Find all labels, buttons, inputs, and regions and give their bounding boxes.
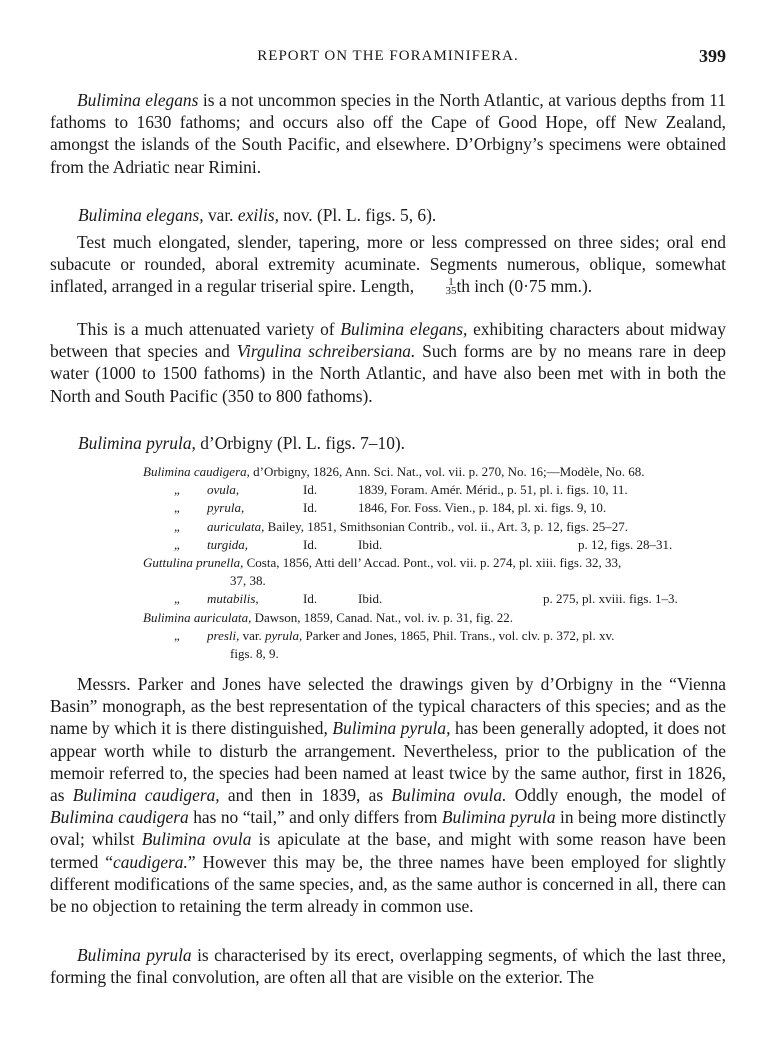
species-name: caudigera. [112,851,188,872]
text-run: has no “tail,” and only differs from [188,807,442,828]
species-name: Bulimina pyrula [77,945,192,965]
variety-name: exilis, [237,205,279,225]
species-name: presli, [207,627,240,643]
heading-rest: d’Orbigny (Pl. L. figs. 7–10). [195,433,406,453]
synonymy-entry [143,627,726,645]
text-run: Messrs. Parker and Jones have selected the drawings given by d’Orbigny in the “Vienna Basin” monograph, as the best representation of the typical characters of this species; and as the name by which it is there distinguished, [50,674,726,739]
species-name: Virgulina schreibersiana. [236,341,416,362]
paragraph-variety-notes [50,318,726,407]
species-name: Bulimina pyrula [441,807,556,828]
text-run: in being more distinctly oval; whilst [50,807,727,850]
variety-name: pyrula, [265,627,303,643]
species-name: Guttulina prunella, [143,554,244,570]
reference: Parker and Jones, 1865, Phil. Trans., vol. clv. p. 372, pl. xv. [302,627,615,643]
ditto-mark: „ [174,482,180,498]
synonymy-continuation [143,572,726,590]
reference: Dawson, 1859, Canad. Nat., vol. iv. p. 31, fig. 22. [251,609,514,625]
heading-rest: nov. (Pl. L. figs. 5, 6). [278,205,437,225]
author-id: Id. [303,500,318,516]
text-run: ” However this may be, the three names have been employed for slightly different modifications of the same species, and, as the same author is concerned in all, there can be no objection to retaining the term already in common use. [50,851,726,917]
species-name: Bulimina ovula [141,829,252,850]
heading-elegans-exilis [78,205,436,226]
reference: 1839, Foram. Amér. Mérid., p. 51, pl. i. figs. 10, 11. [358,482,628,498]
reference: d’Orbigny, 1826, Ann. Sci. Nat., vol. vii. p. 270, No. 16;—Modèle, No. 68. [249,464,645,479]
paragraph-nomenclature [50,673,726,917]
paragraph-text: is a not uncommon species in the North Atlantic, at various depths from 11 fathoms to 1630 fathoms; and occurs also off the Cape of Good Hope, off New Zealand, amongst the islands of the South Pacific, and elsewhere. D’Orbigny’s specimens were obtained from the Adriatic near Rimini. [50,90,727,177]
text-run: and then in 1839, as [219,785,392,806]
variety-label: var. [239,627,266,643]
species-name: mutabilis, [207,591,259,607]
synonymy-entry [143,518,726,536]
synonymy-entry [143,463,726,481]
text-run: has been generally adopted, it does not appear worth while to disturb the arrangement. Nevertheless, prior to the publication of the memoir referred to, the species had been named at least twice by the same author, first in 1826, as [50,718,726,806]
synonymy-entry [143,536,726,554]
reference: Costa, 1856, Atti dell’ Accad. Pont., vol. vii. p. 274, pl. xiii. figs. 32, 33, [243,554,622,570]
variety-label: var. [203,205,238,225]
text-run: is apiculate at the base, and might with some reason have been termed “ [50,829,726,872]
paragraph-characters [50,944,726,988]
page-number: 399 [699,46,726,66]
fraction-denominator: 35 [445,285,457,298]
species-name: pyrula, [207,500,245,516]
species-name: Bulimina elegans, [340,319,468,339]
paragraph-description [50,231,726,298]
fraction-numerator: 1 [448,276,454,289]
author-id: Id. [303,482,318,498]
paragraph-text: Test much elongated, slender, tapering, more or less compressed on three sides; oral end subacute or rounded, aboral extremity acuminate. Segments numerous, oblique, somewhat inflated, arranged in a regular triserial spire. Length, [50,232,726,297]
text-run: Oddly enough, the model of [506,785,726,806]
synonymy-entry [143,609,726,627]
reference: 1846, For. Foss. Vien., p. 184, pl. xi. figs. 9, 10. [358,500,607,516]
ditto-mark: „ [174,500,180,516]
ditto-mark: „ [174,518,180,534]
synonymy-entry [143,499,726,517]
ibid: Ibid. [358,591,383,607]
paragraph-elegans-distribution [50,89,726,178]
author-id: Id. [303,536,318,552]
text-run: exhibiting characters about midway between that species and [50,319,726,362]
species-name: Bulimina caudigera [50,807,189,828]
paragraph-text-tail: th inch (0·75 mm.). [456,276,593,297]
reference: Bailey, 1851, Smithsonian Contrib., vol. ii., Art. 3, p. 12, figs. 25–27. [264,518,628,534]
reference: p. 275, pl. xviii. figs. 1–3. [543,591,678,607]
species-name: auriculata, [207,518,265,534]
species-name: Bulimina elegans [77,90,199,110]
synonymy-continuation [143,645,726,663]
ibid: Ibid. [358,536,383,552]
species-name: Bulimina pyrula, [332,718,451,739]
species-name: Bulimina caudigera, [143,464,250,479]
text-run: This is a much attenuated variety of [77,319,341,339]
species-name: ovula, [207,482,240,498]
text-run: Such forms are by no means rare in deep water (1000 to 1500 fathoms) in the North Atlantic, and have also been met with in both the North and South Pacific (350 to 800 fathoms). [50,341,727,406]
synonymy-entry [143,554,726,572]
synonymy-entry [143,590,726,608]
species-name: Bulimina auriculata, [143,609,252,625]
text-run: is characterised by its erect, overlapping segments, of which the last three, forming the final convolution, are often all that are visible on the exterior. The [50,945,726,988]
heading-pyrula [78,433,405,454]
running-title: REPORT ON THE FORAMINIFERA. [257,48,519,64]
species-name: Bulimina pyrula, [78,433,196,453]
synonymy-list [143,463,726,663]
species-name: Bulimina ovula. [391,785,507,806]
ditto-mark: „ [174,591,180,607]
synonymy-entry [143,481,726,499]
species-name: Bulimina elegans, [78,205,204,225]
running-header [50,46,726,70]
reference: p. 12, figs. 28–31. [578,536,673,552]
ditto-mark: „ [174,627,180,643]
ditto-mark: „ [174,536,180,552]
species-name: Bulimina caudigera, [72,785,220,806]
species-name: turgida, [207,536,249,552]
fraction [418,278,456,296]
reference-continued: figs. 8, 9. [230,645,279,661]
author-id: Id. [303,591,318,607]
reference-continued: 37, 38. [230,573,266,589]
